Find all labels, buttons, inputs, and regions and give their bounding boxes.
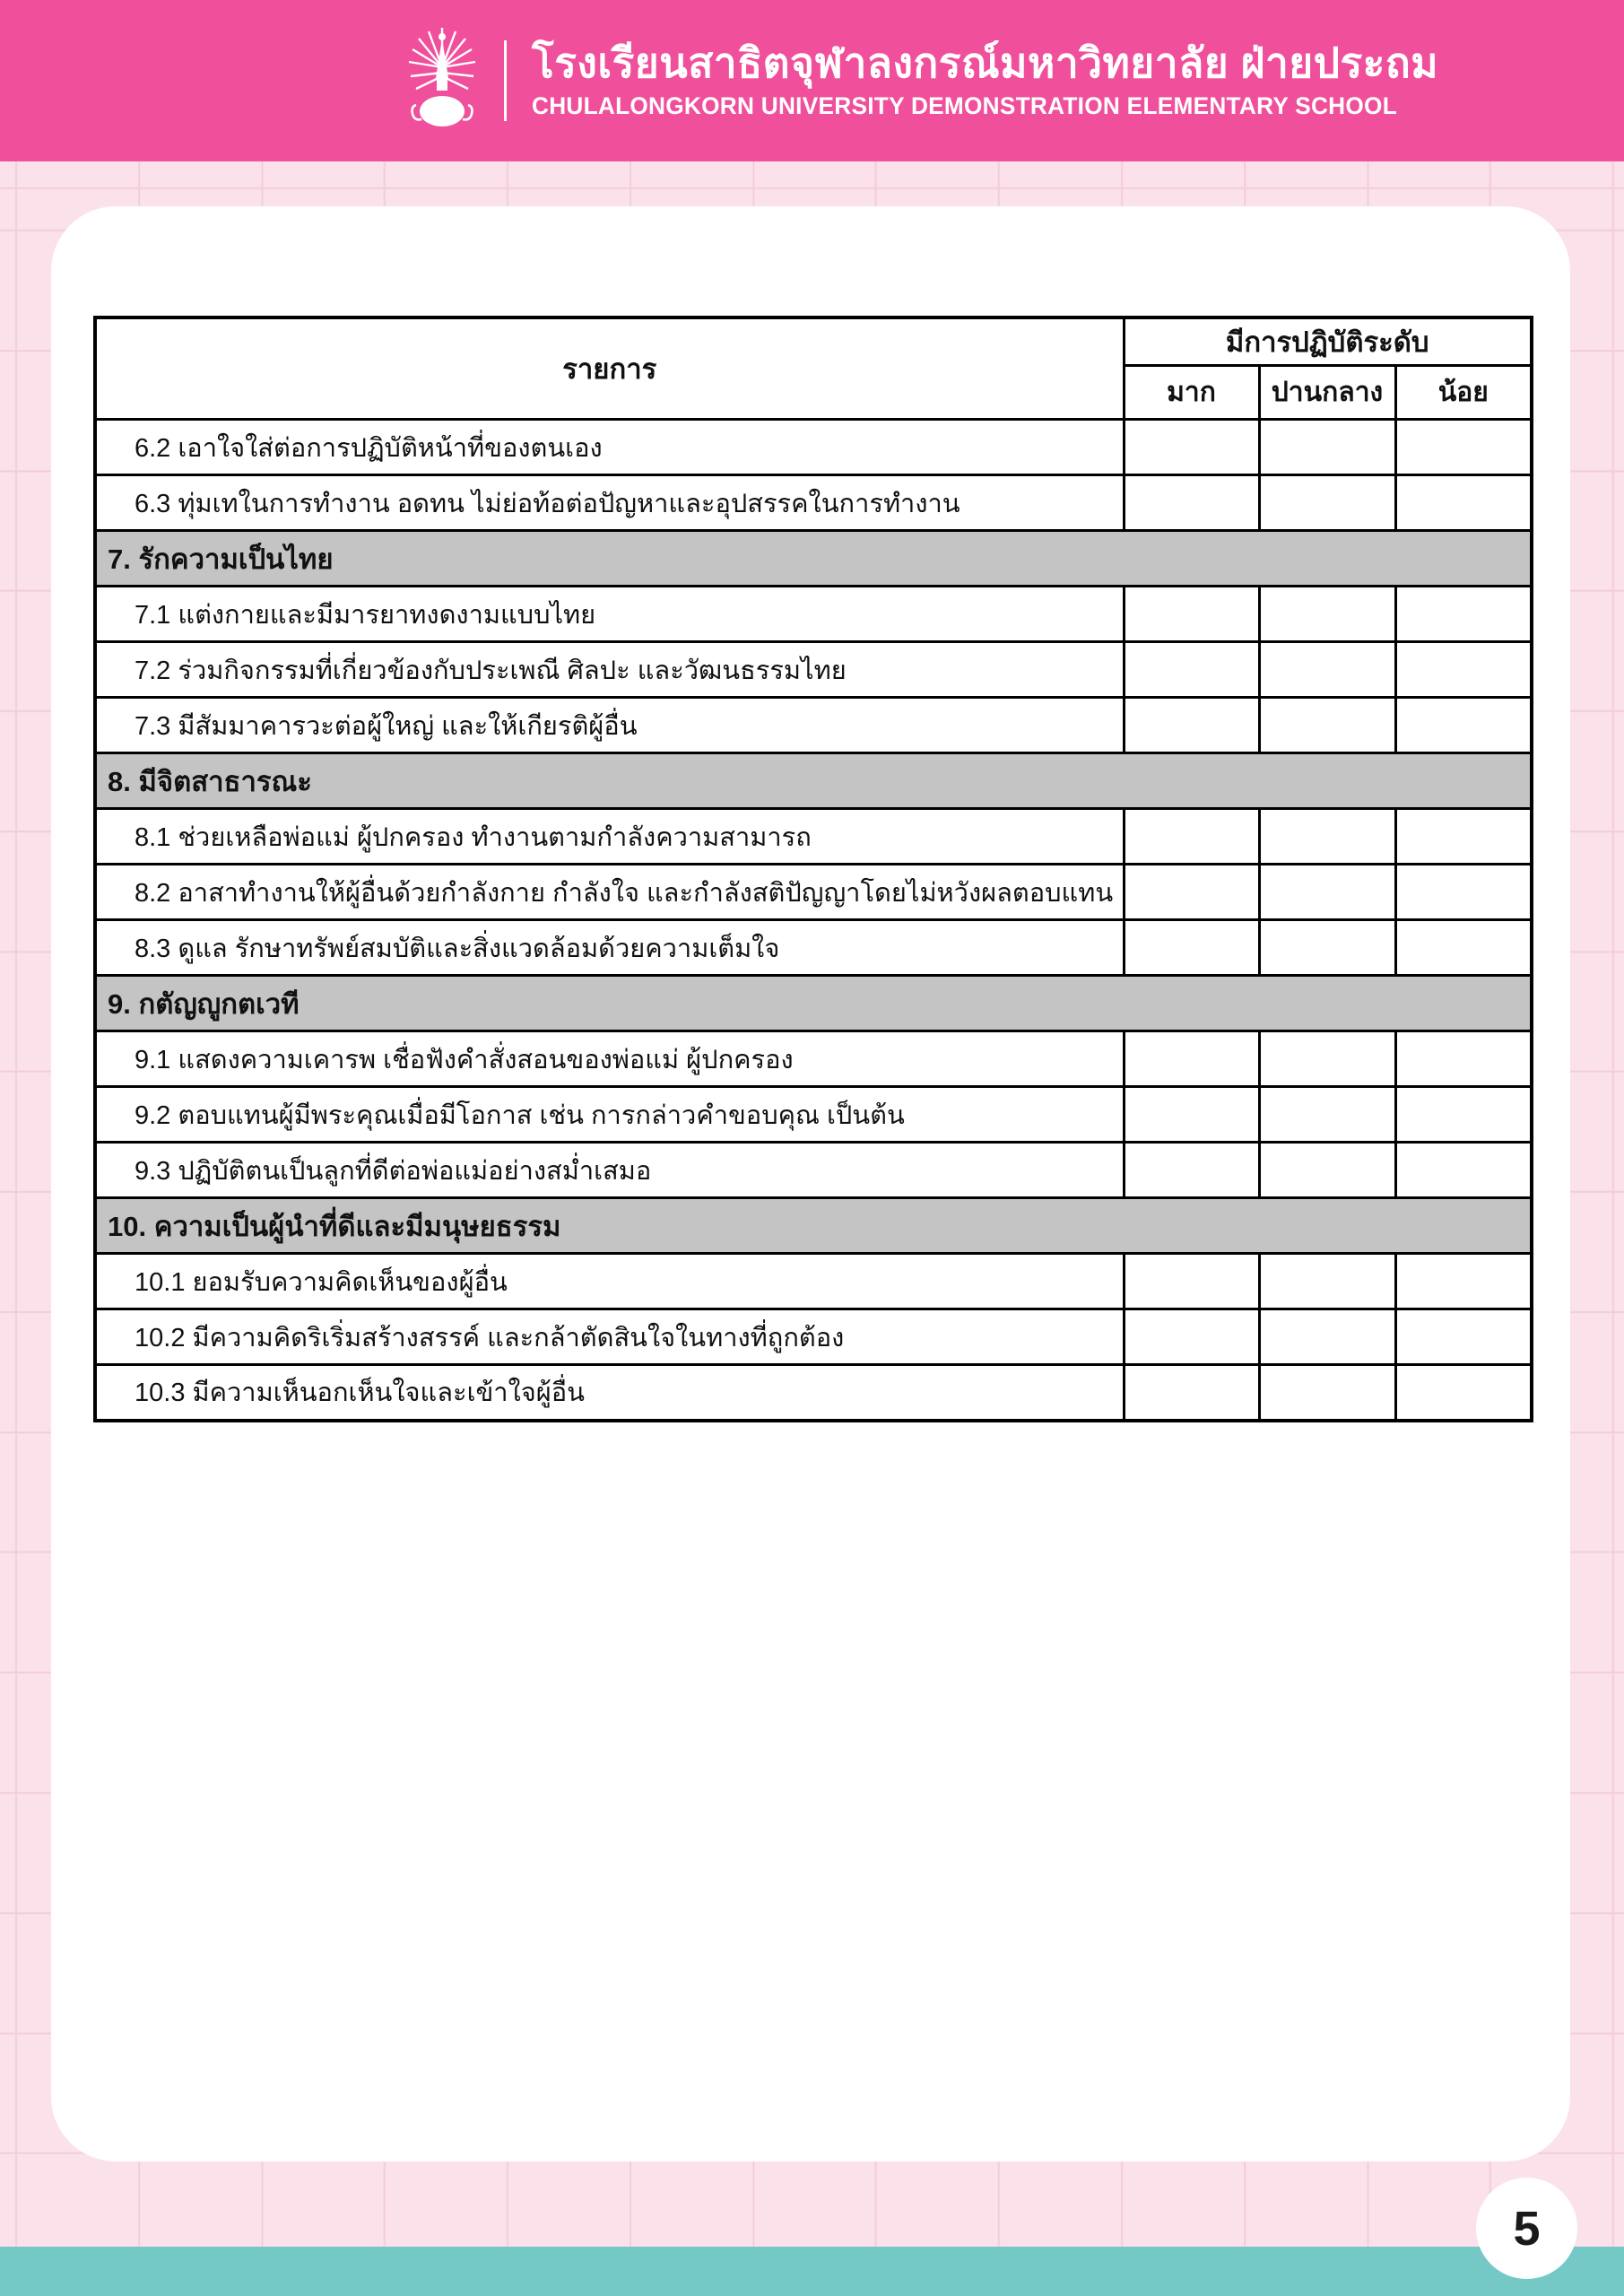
table-header-row-1 [95, 317, 1532, 366]
school-name-thai: โรงเรียนสาธิตจุฬาลงกรณ์มหาวิทยาลัย ฝ่ายประถม [532, 39, 1439, 87]
item-row [95, 587, 1532, 642]
rating-cell-panklang [1259, 865, 1395, 920]
item-row [95, 475, 1532, 531]
eval-table-body [95, 420, 1532, 1421]
page-number: 5 [1513, 2201, 1541, 2256]
rating-cell-panklang [1259, 920, 1395, 976]
item-text: 6.3 ทุ่มเทในการทำงาน อดทน ไม่ย่อท้อต่อปัญหาและอุปสรรคในการทำงาน [95, 475, 1124, 531]
rating-cell-mak [1124, 1365, 1259, 1421]
item-row [95, 1254, 1532, 1309]
school-names [532, 41, 1438, 119]
content-card [51, 206, 1570, 2161]
page-header [0, 0, 1624, 161]
rating-cell-panklang [1259, 698, 1395, 753]
footer-bar [0, 2247, 1624, 2296]
rating-cell-mak [1124, 1309, 1259, 1365]
rating-cell-noi [1395, 1254, 1532, 1309]
level-column-header-panklang: ปานกลาง [1259, 366, 1395, 420]
section-title: 10. ความเป็นผู้นำที่ดีและมีมนุษยธรรม [95, 1198, 1532, 1254]
level-column-header-noi: น้อย [1395, 366, 1532, 420]
item-text: 7.3 มีสัมมาคารวะต่อผู้ใหญ่ และให้เกียรติผู้อื่น [95, 698, 1124, 753]
item-row [95, 1031, 1532, 1087]
item-row [95, 1309, 1532, 1365]
page-number-badge [1476, 2178, 1577, 2279]
item-row [95, 809, 1532, 865]
level-group-header: มีการปฏิบัติระดับ [1124, 317, 1532, 366]
section-row [95, 531, 1532, 587]
section-row [95, 976, 1532, 1031]
rating-cell-mak [1124, 698, 1259, 753]
rating-cell-panklang [1259, 1143, 1395, 1198]
rating-cell-panklang [1259, 475, 1395, 531]
item-text: 10.3 มีความเห็นอกเห็นใจและเข้าใจผู้อื่น [95, 1365, 1124, 1421]
rating-cell-noi [1395, 1365, 1532, 1421]
section-title: 9. กตัญญูกตเวที [95, 976, 1532, 1031]
rating-cell-mak [1124, 1143, 1259, 1198]
evaluation-table [93, 316, 1533, 1422]
rating-cell-mak [1124, 475, 1259, 531]
item-row [95, 865, 1532, 920]
rating-cell-panklang [1259, 1365, 1395, 1421]
rating-cell-panklang [1259, 587, 1395, 642]
rating-cell-noi [1395, 865, 1532, 920]
item-text: 8.2 อาสาทำงานให้ผู้อื่นด้วยกำลังกาย กำลังใจ และกำลังสติปัญญาโดยไม่หวังผลตอบแทน [95, 865, 1124, 920]
rating-cell-noi [1395, 1031, 1532, 1087]
rating-cell-mak [1124, 1254, 1259, 1309]
item-text: 10.1 ยอมรับความคิดเห็นของผู้อื่น [95, 1254, 1124, 1309]
section-row [95, 1198, 1532, 1254]
rating-cell-mak [1124, 587, 1259, 642]
rating-cell-noi [1395, 642, 1532, 698]
item-text: 9.2 ตอบแทนผู้มีพระคุณเมื่อมีโอกาส เช่น การกล่าวคำขอบคุณ เป็นต้น [95, 1087, 1124, 1143]
rating-cell-noi [1395, 1087, 1532, 1143]
rating-cell-panklang [1259, 1309, 1395, 1365]
item-text: 9.1 แสดงความเคารพ เชื่อฟังคำสั่งสอนของพ่อแม่ ผู้ปกครอง [95, 1031, 1124, 1087]
rating-cell-noi [1395, 587, 1532, 642]
rating-cell-panklang [1259, 642, 1395, 698]
rating-cell-mak [1124, 642, 1259, 698]
rating-cell-panklang [1259, 1254, 1395, 1309]
item-row [95, 420, 1532, 475]
rating-cell-mak [1124, 420, 1259, 475]
school-name-english: CHULALONGKORN UNIVERSITY DEMONSTRATION ELEMENTARY SCHOOL [532, 91, 1397, 119]
rating-cell-mak [1124, 865, 1259, 920]
rating-cell-noi [1395, 475, 1532, 531]
section-title: 7. รักความเป็นไทย [95, 531, 1532, 587]
item-row [95, 920, 1532, 976]
item-text: 9.3 ปฏิบัติตนเป็นลูกที่ดีต่อพ่อแม่อย่างสม่ำเสมอ [95, 1143, 1124, 1198]
item-text: 8.1 ช่วยเหลือพ่อแม่ ผู้ปกครอง ทำงานตามกำลังความสามารถ [95, 809, 1124, 865]
item-text: 7.1 แต่งกายและมีมารยาทงดงามแบบไทย [95, 587, 1124, 642]
rating-cell-noi [1395, 698, 1532, 753]
item-row [95, 1365, 1532, 1421]
rating-cell-noi [1395, 1309, 1532, 1365]
section-title: 8. มีจิตสาธารณะ [95, 753, 1532, 809]
section-row [95, 753, 1532, 809]
header-divider [504, 40, 507, 121]
item-row [95, 1143, 1532, 1198]
item-row [95, 698, 1532, 753]
rating-cell-panklang [1259, 420, 1395, 475]
item-row [95, 1087, 1532, 1143]
item-column-header: รายการ [95, 317, 1124, 420]
level-column-header-mak: มาก [1124, 366, 1259, 420]
rating-cell-mak [1124, 1031, 1259, 1087]
rating-cell-panklang [1259, 1087, 1395, 1143]
rating-cell-mak [1124, 1087, 1259, 1143]
item-row [95, 642, 1532, 698]
rating-cell-mak [1124, 809, 1259, 865]
rating-cell-panklang [1259, 1031, 1395, 1087]
rating-cell-noi [1395, 1143, 1532, 1198]
item-text: 7.2 ร่วมกิจกรรมที่เกี่ยวข้องกับประเพณี ศิลปะ และวัฒนธรรมไทย [95, 642, 1124, 698]
item-text: 8.3 ดูแล รักษาทรัพย์สมบัติและสิ่งแวดล้อมด้วยความเต็มใจ [95, 920, 1124, 976]
item-text: 10.2 มีความคิดริเริ่มสร้างสรรค์ และกล้าตัดสินใจในทางที่ถูกต้อง [95, 1309, 1124, 1365]
rating-cell-noi [1395, 809, 1532, 865]
rating-cell-noi [1395, 920, 1532, 976]
school-logo-icon [404, 26, 481, 135]
rating-cell-mak [1124, 920, 1259, 976]
item-text: 6.2 เอาใจใส่ต่อการปฏิบัติหน้าที่ของตนเอง [95, 420, 1124, 475]
rating-cell-noi [1395, 420, 1532, 475]
rating-cell-panklang [1259, 809, 1395, 865]
